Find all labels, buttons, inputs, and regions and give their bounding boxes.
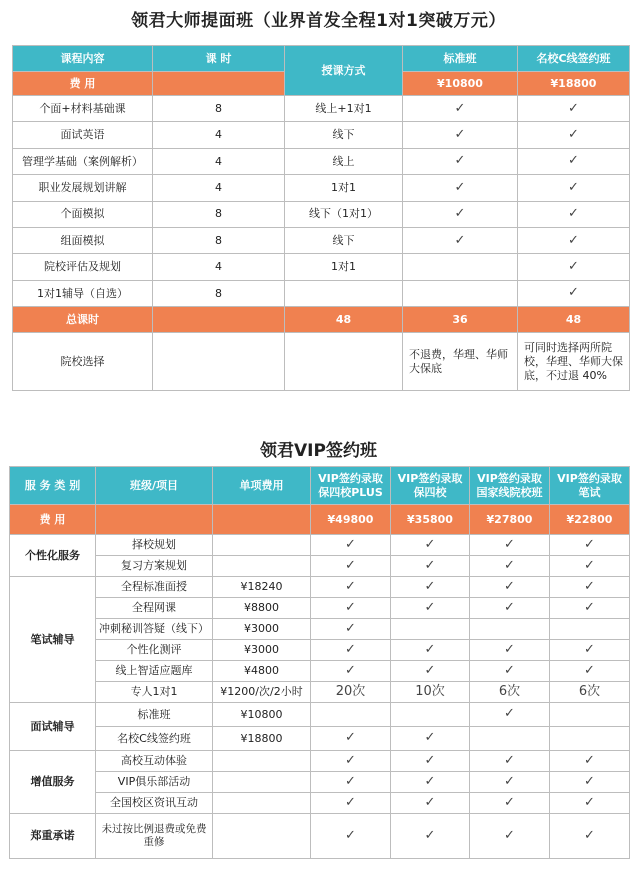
cell-item: 冲刺秘训答疑（线下）	[96, 619, 213, 640]
table-row	[10, 619, 630, 640]
cell-c3: ✓	[470, 814, 550, 859]
fee-signed: ¥18800	[518, 72, 630, 96]
cell-hours: 4	[153, 122, 285, 148]
table-row	[13, 122, 630, 148]
vip-fee-c3: ¥27800	[470, 505, 550, 535]
cell-hours: 4	[153, 175, 285, 201]
table-row	[13, 280, 630, 306]
total-label: 总课时	[13, 307, 153, 333]
table-row	[10, 661, 630, 682]
cell-item: 名校C线签约班	[96, 727, 213, 751]
service-group-label: 个性化服务	[10, 535, 96, 577]
cell-c1: ✓	[311, 751, 391, 772]
cell-c1: ✓	[311, 619, 391, 640]
cell-c4: ✓	[550, 661, 630, 682]
cell-c1: ✓	[311, 598, 391, 619]
cell-standard	[403, 254, 518, 280]
fee-empty	[153, 72, 285, 96]
table-row	[10, 535, 630, 556]
header-content: 课程内容	[13, 46, 153, 72]
cell-method: 线上+1对1	[285, 96, 403, 122]
cell-signed: ✓	[518, 280, 630, 306]
cell-item: 标准班	[96, 703, 213, 727]
cell-name: 个面+材料基础课	[13, 96, 153, 122]
school-signed: 可同时选择两所院校，华理、华师大保底，不过退 40%	[518, 333, 630, 391]
cell-name: 职业发展规划讲解	[13, 175, 153, 201]
table-row	[13, 227, 630, 253]
header-hours: 课 时	[153, 46, 285, 72]
cell-c2: 10次	[391, 682, 470, 703]
cell-name: 管理学基础（案例解析）	[13, 148, 153, 174]
cell-standard: ✓	[403, 148, 518, 174]
cell-c3: ✓	[470, 577, 550, 598]
service-group-label: 面试辅导	[10, 703, 96, 751]
cell-item: 未过按比例退费或免费重修	[96, 814, 213, 859]
cell-method: 1对1	[285, 175, 403, 201]
cell-c2: ✓	[391, 661, 470, 682]
cell-signed: ✓	[518, 122, 630, 148]
cell-price	[213, 772, 311, 793]
cell-c2: ✓	[391, 814, 470, 859]
cell-item: 线上智适应题库	[96, 661, 213, 682]
cell-signed: ✓	[518, 148, 630, 174]
service-group-label: 笔试辅导	[10, 577, 96, 703]
cell-signed: ✓	[518, 227, 630, 253]
table-row	[10, 703, 630, 727]
cell-price	[213, 793, 311, 814]
table-row	[13, 96, 630, 122]
cell-method: 1对1	[285, 254, 403, 280]
cell-hours: 8	[153, 96, 285, 122]
cell-method: 线下	[285, 227, 403, 253]
cell-c2: ✓	[391, 751, 470, 772]
school-empty-2	[285, 333, 403, 391]
header-service: 服 务 类 别	[10, 467, 96, 505]
vip-fee-c1: ¥49800	[311, 505, 391, 535]
cell-item: 高校互动体验	[96, 751, 213, 772]
cell-c1: ✓	[311, 556, 391, 577]
cell-c3: ✓	[470, 535, 550, 556]
page-title-2: 领君VIP签约班	[260, 441, 377, 461]
table-row	[10, 727, 630, 751]
cell-standard: ✓	[403, 227, 518, 253]
cell-price: ¥8800	[213, 598, 311, 619]
cell-standard: ✓	[403, 122, 518, 148]
cell-c1	[311, 703, 391, 727]
table-row	[10, 577, 630, 598]
page-title-1: 领君大师提面班（业界首发全程1对1突破万元）	[131, 11, 506, 31]
cell-method: 线下	[285, 122, 403, 148]
cell-c1: ✓	[311, 727, 391, 751]
cell-c4: ✓	[550, 598, 630, 619]
cell-price	[213, 556, 311, 577]
cell-name: 院校评估及规划	[13, 254, 153, 280]
header-c3: VIP签约录取国家线院校班	[470, 467, 550, 505]
cell-c3: ✓	[470, 793, 550, 814]
cell-method	[285, 280, 403, 306]
cell-signed: ✓	[518, 175, 630, 201]
cell-c2	[391, 619, 470, 640]
total-method: 48	[285, 307, 403, 333]
cell-c1: ✓	[311, 793, 391, 814]
table-row	[10, 598, 630, 619]
total-standard: 36	[403, 307, 518, 333]
cell-method: 线上	[285, 148, 403, 174]
vip-fee-c4: ¥22800	[550, 505, 630, 535]
cell-hours: 8	[153, 201, 285, 227]
cell-c4: ✓	[550, 640, 630, 661]
cell-signed: ✓	[518, 201, 630, 227]
cell-c3: ✓	[470, 640, 550, 661]
cell-c2	[391, 703, 470, 727]
cell-c1: ✓	[311, 661, 391, 682]
table-row	[10, 772, 630, 793]
cell-c3: ✓	[470, 598, 550, 619]
cell-c3: ✓	[470, 556, 550, 577]
cell-c4: ✓	[550, 535, 630, 556]
cell-c2: ✓	[391, 535, 470, 556]
cell-c2: ✓	[391, 556, 470, 577]
fee-standard: ¥10800	[403, 72, 518, 96]
cell-price	[213, 535, 311, 556]
cell-price: ¥10800	[213, 703, 311, 727]
cell-c4: ✓	[550, 751, 630, 772]
cell-c4: ✓	[550, 793, 630, 814]
cell-item: 个性化测评	[96, 640, 213, 661]
cell-c2: ✓	[391, 727, 470, 751]
cell-signed: ✓	[518, 254, 630, 280]
cell-c1: ✓	[311, 577, 391, 598]
cell-c3: ✓	[470, 751, 550, 772]
cell-item: 全国校区资讯互动	[96, 793, 213, 814]
cell-c2: ✓	[391, 772, 470, 793]
header-standard: 标准班	[403, 46, 518, 72]
service-group-label: 郑重承诺	[10, 814, 96, 859]
vip-class-table	[9, 466, 630, 859]
cell-c4: 6次	[550, 682, 630, 703]
cell-price: ¥18800	[213, 727, 311, 751]
cell-c4: ✓	[550, 556, 630, 577]
cell-item: 择校规划	[96, 535, 213, 556]
table-row	[10, 814, 630, 859]
cell-price: ¥3000	[213, 640, 311, 661]
header-item: 班级/项目	[96, 467, 213, 505]
cell-hours: 8	[153, 227, 285, 253]
table-row	[10, 556, 630, 577]
total-signed: 48	[518, 307, 630, 333]
cell-c3: 6次	[470, 682, 550, 703]
cell-c4	[550, 703, 630, 727]
interview-class-table	[12, 45, 630, 391]
cell-c4: ✓	[550, 772, 630, 793]
school-standard: 不退费，华理、华师大保底	[403, 333, 518, 391]
cell-price	[213, 751, 311, 772]
cell-standard: ✓	[403, 96, 518, 122]
header-c4: VIP签约录取笔试	[550, 467, 630, 505]
table-row	[10, 682, 630, 703]
school-empty-1	[153, 333, 285, 391]
cell-name: 组面模拟	[13, 227, 153, 253]
cell-price: ¥3000	[213, 619, 311, 640]
cell-name: 个面模拟	[13, 201, 153, 227]
cell-item: 专人1对1	[96, 682, 213, 703]
vip-fee-label: 费 用	[10, 505, 96, 535]
cell-c3: ✓	[470, 661, 550, 682]
cell-c1: 20次	[311, 682, 391, 703]
cell-item: 全程标准面授	[96, 577, 213, 598]
cell-c4: ✓	[550, 814, 630, 859]
table-row	[13, 254, 630, 280]
cell-price: ¥1200/次/2小时	[213, 682, 311, 703]
cell-c3: ✓	[470, 772, 550, 793]
vip-fee-c2: ¥35800	[391, 505, 470, 535]
table-row	[13, 201, 630, 227]
cell-c3: ✓	[470, 703, 550, 727]
table-row	[10, 640, 630, 661]
header-price: 单项费用	[213, 467, 311, 505]
table-row	[13, 175, 630, 201]
cell-hours: 4	[153, 254, 285, 280]
school-label: 院校选择	[13, 333, 153, 391]
header-method: 授课方式	[285, 46, 403, 96]
header-c1: VIP签约录取保四校PLUS	[311, 467, 391, 505]
total-empty	[153, 307, 285, 333]
vip-fee-empty-1	[96, 505, 213, 535]
cell-c3	[470, 727, 550, 751]
cell-price: ¥18240	[213, 577, 311, 598]
cell-c2: ✓	[391, 598, 470, 619]
table-row	[10, 751, 630, 772]
service-group-label: 增值服务	[10, 751, 96, 814]
cell-standard: ✓	[403, 201, 518, 227]
cell-c4: ✓	[550, 577, 630, 598]
cell-hours: 4	[153, 148, 285, 174]
cell-c2: ✓	[391, 793, 470, 814]
cell-c1: ✓	[311, 772, 391, 793]
cell-standard	[403, 280, 518, 306]
header-c2: VIP签约录取保四校	[391, 467, 470, 505]
cell-c2: ✓	[391, 640, 470, 661]
cell-method: 线下（1对1）	[285, 201, 403, 227]
cell-c2: ✓	[391, 577, 470, 598]
table-row	[10, 793, 630, 814]
cell-item: 复习方案规划	[96, 556, 213, 577]
table-row	[13, 148, 630, 174]
cell-price	[213, 814, 311, 859]
header-signed: 名校C线签约班	[518, 46, 630, 72]
cell-c3	[470, 619, 550, 640]
cell-name: 面试英语	[13, 122, 153, 148]
cell-c4	[550, 727, 630, 751]
cell-c1: ✓	[311, 535, 391, 556]
cell-c1: ✓	[311, 640, 391, 661]
cell-item: 全程网课	[96, 598, 213, 619]
cell-name: 1对1辅导（自选）	[13, 280, 153, 306]
fee-label: 费 用	[13, 72, 153, 96]
vip-fee-empty-2	[213, 505, 311, 535]
cell-c1: ✓	[311, 814, 391, 859]
cell-c4	[550, 619, 630, 640]
cell-standard: ✓	[403, 175, 518, 201]
cell-price: ¥4800	[213, 661, 311, 682]
cell-signed: ✓	[518, 96, 630, 122]
cell-item: VIP俱乐部活动	[96, 772, 213, 793]
cell-hours: 8	[153, 280, 285, 306]
